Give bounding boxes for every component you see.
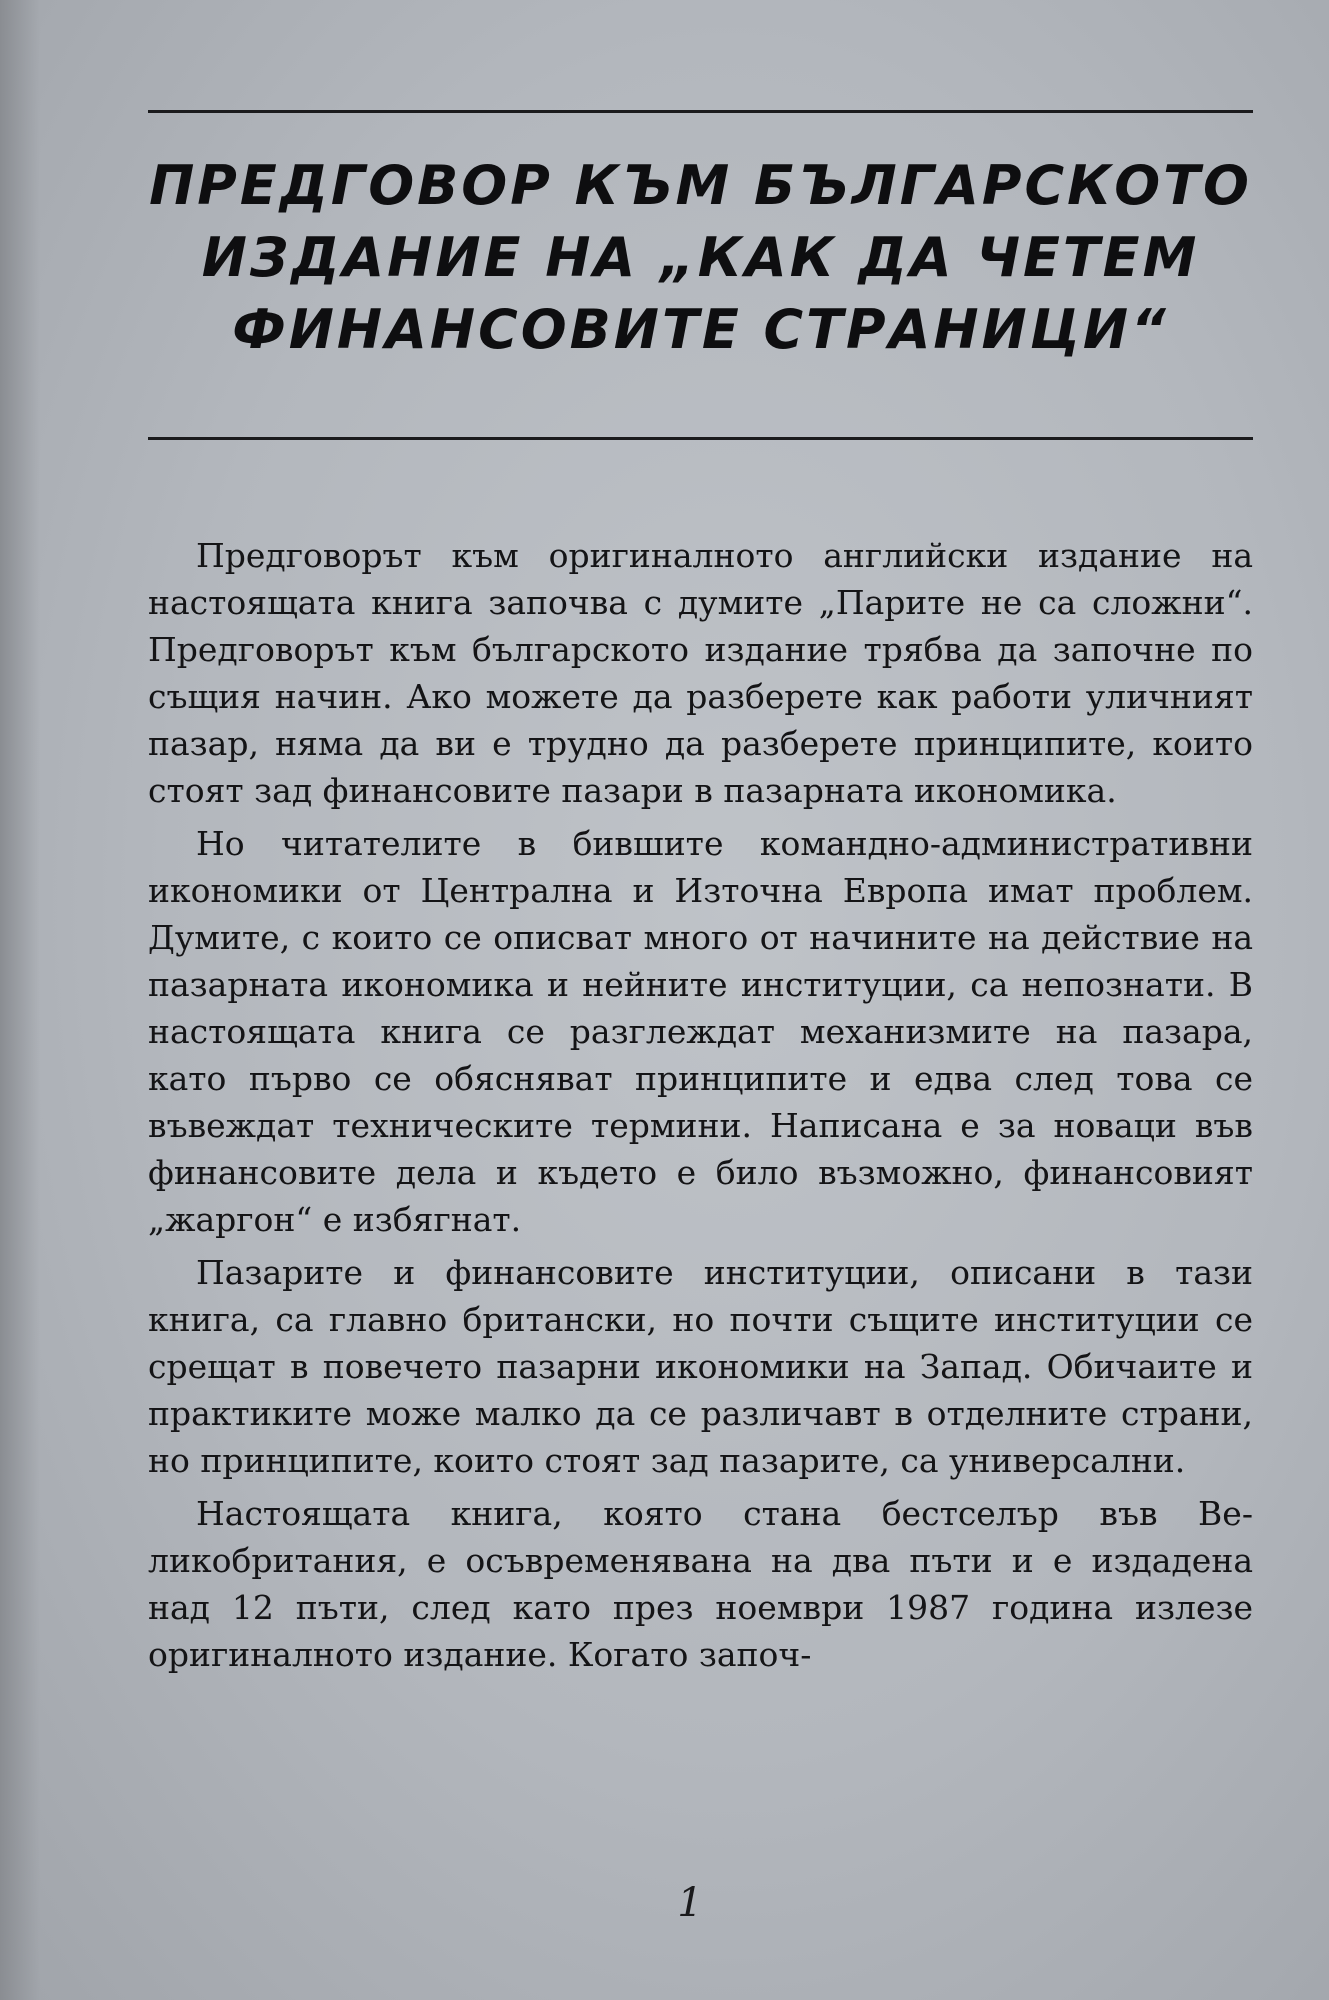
paragraph-4: Настоящата книга, която стана бестселър във Великобритания, е осъвременявана на два пъти и е издадена над 12 пъти, след като през ноември 1987 година излезе оригиналното издание. Когато започ- [148,1494,1253,1674]
top-rule [148,110,1253,113]
title-line-2: ИЗДАНИЕ НА „КАК ДА ЧЕТЕМ [201,226,1200,289]
spine-shadow [0,0,40,2000]
bottom-rule [148,437,1253,440]
title-line-1: ПРЕДГОВОР КЪМ БЪЛГАРСКОТО [149,154,1252,217]
page-number: 1 [677,1880,703,1926]
paragraph-3: Пазарите и финансовите институции, описани в тази книга, са главно британски, но почти същите институции се срещат в повечето пазарни икономики на Запад. Обичаите и практиките може малко да се различавт в отделните страни, но принципите, които стоят зад пазарите, са универсални. [148,1253,1253,1480]
chapter-title [148,150,1253,366]
body-text [148,532,1253,1678]
paragraph-2: Но читателите в бившите командно-административни икономики от Централна и Източна Европа имат проблем. Думите, с които се описват много от начините на действие на пазарната икономика и нейните институции, са непознати. В настоящата книга се разглеждат механизмите на пазара, като първо се обясняват принципите и едва след това се въвеждат техническите термини. Написана е за новаци във финансовите дела и където е било възможно, финансовият „жаргон“ е избягнат. [148,824,1253,1239]
title-line-3: ФИНАНСОВИТЕ СТРАНИЦИ“ [232,298,1169,361]
paragraph-1: Предговорът към оригиналното английски издание на настоящата книга започва с думите „Парите не са сложни“. Предговорът към българското издание трябва да започне по същия начин. Ако можете да разберете как работи уличният пазар, няма да ви е трудно да разберете принципите, които стоят зад финансовите пазари в пазарната икономика. [148,536,1253,810]
